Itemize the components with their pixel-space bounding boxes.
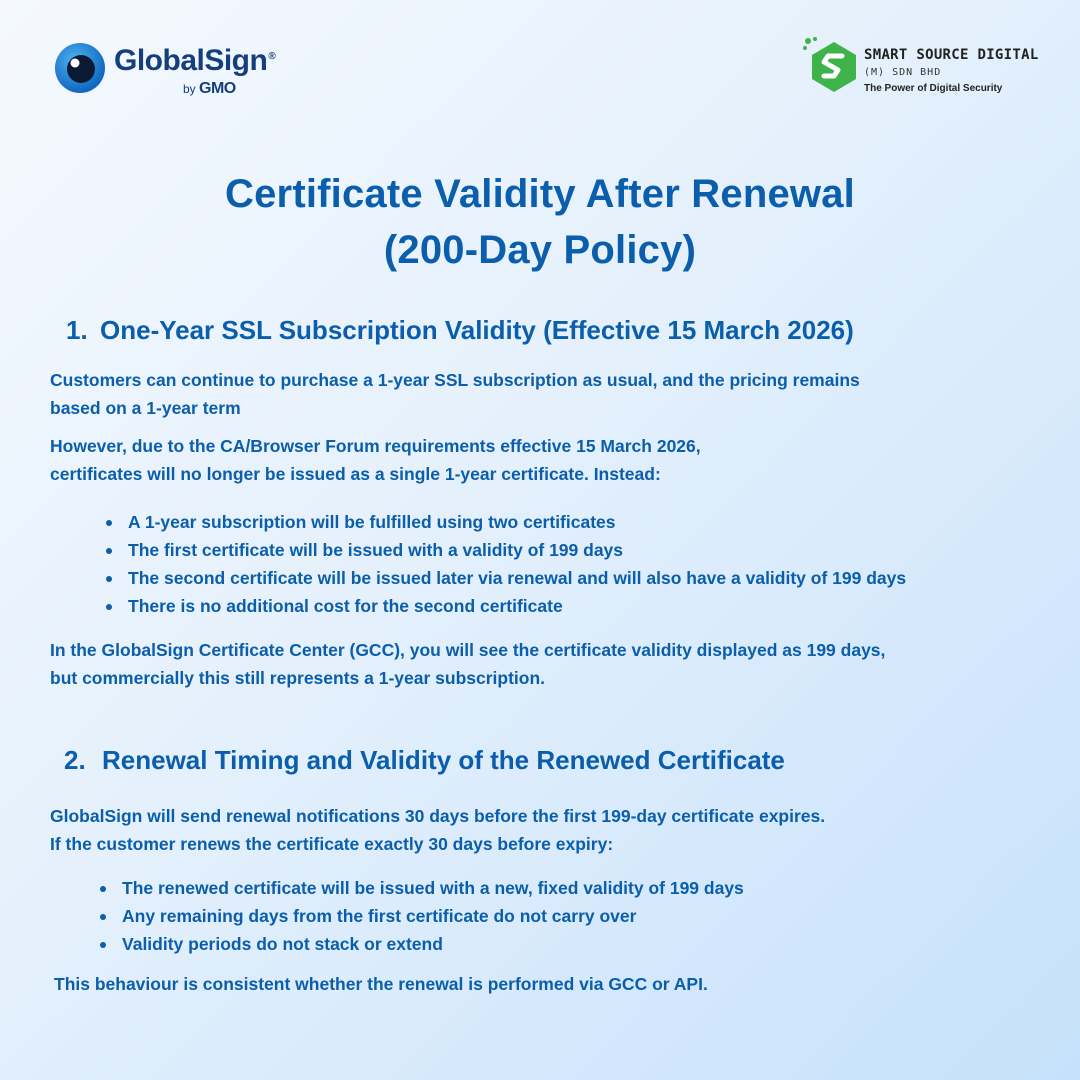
smart-source-digital-logo (802, 36, 1052, 100)
globalsign-by-gmo: by GMO (183, 80, 236, 97)
globalsign-eye-icon (54, 42, 106, 94)
ssd-company-name: SMART SOURCE DIGITAL (864, 47, 1039, 63)
section-1-paragraph-3 (50, 636, 885, 692)
section-1-heading (66, 315, 854, 346)
section-1-paragraph-1 (50, 366, 860, 422)
list-item: Validity periods do not stack or extend (98, 930, 744, 958)
globalsign-logo (54, 40, 314, 100)
section-2-paragraph-1 (50, 802, 825, 858)
list-item: A 1-year subscription will be fulfilled using two certificates (104, 508, 906, 536)
ssd-tagline: The Power of Digital Security (864, 83, 1003, 94)
paragraph-line: However, due to the CA/Browser Forum requirements effective 15 March 2026, (50, 436, 701, 456)
paragraph-line: but commercially this still represents a 1-year subscription. (50, 668, 546, 688)
paragraph-line: GlobalSign will send renewal notifications 30 days before the first 199-day certificate expires. (50, 806, 826, 826)
paragraph-line: based on a 1-year term (50, 398, 241, 418)
title-line-1: Certificate Validity After Renewal (225, 172, 855, 216)
section-2-number: 2. (64, 745, 86, 775)
section-2-closing: This behaviour is consistent whether the renewal is performed via GCC or API. (54, 974, 708, 994)
section-2-bullet-list (98, 874, 744, 958)
title-line-2: (200-Day Policy) (383, 228, 697, 272)
page-title (0, 166, 1080, 278)
list-item: The second certificate will be issued later via renewal and will also have a validity of 199 days (104, 564, 906, 592)
section-1-paragraph-2 (50, 432, 701, 488)
list-item: Any remaining days from the first certificate do not carry over (98, 902, 744, 930)
section-1-title: One-Year SSL Subscription Validity (Effective 15 March 2026) (100, 315, 854, 345)
list-item: There is no additional cost for the second certificate (104, 592, 906, 620)
paragraph-line: In the GlobalSign Certificate Center (GCC), you will see the certificate validity displayed as 199 days, (50, 640, 886, 660)
section-1-number: 1. (66, 315, 88, 345)
globalsign-wordmark: GlobalSign® (114, 44, 276, 77)
list-item: The first certificate will be issued with a validity of 199 days (104, 536, 906, 564)
list-item: The renewed certificate will be issued with a new, fixed validity of 199 days (98, 874, 744, 902)
paragraph-line: Customers can continue to purchase a 1-year SSL subscription as usual, and the pricing remains (50, 370, 860, 390)
ssd-shield-icon (802, 36, 862, 96)
section-2-heading (64, 745, 785, 776)
section-2-title: Renewal Timing and Validity of the Renewed Certificate (102, 745, 785, 775)
paragraph-line: If the customer renews the certificate exactly 30 days before expiry: (50, 834, 614, 854)
ssd-company-suffix: (M) SDN BHD (864, 67, 942, 78)
section-1-bullet-list (104, 508, 906, 620)
paragraph-line: certificates will no longer be issued as a single 1-year certificate. Instead: (50, 464, 661, 484)
